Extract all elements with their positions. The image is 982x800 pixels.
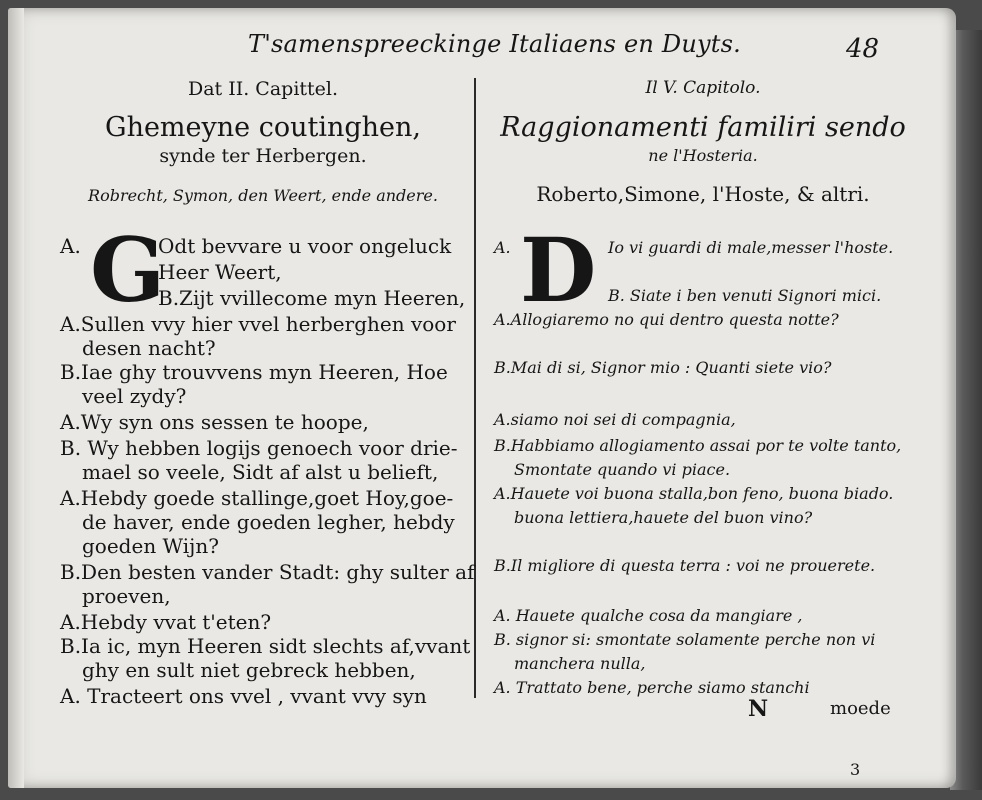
text-line: A.: [60, 234, 81, 258]
text-line: A.Allogiaremo no qui dentro questa notte?: [494, 310, 839, 329]
column-rule: [474, 78, 476, 698]
section-title-dutch: Ghemeyne coutinghen,: [105, 112, 421, 143]
text-line: goeden Wijn?: [82, 534, 219, 558]
text-line: Odt bevvare u voor ongeluck: [158, 234, 452, 258]
chapter-heading-dutch: Dat II. Capittel.: [187, 78, 339, 100]
text-line: A.Sullen vvy hier vvel herberghen voor: [60, 312, 456, 336]
text-line: Smontate quando vi piace.: [514, 460, 731, 479]
text-line: proeven,: [82, 584, 171, 608]
text-line: B. signor si: smontate solamente perche non vi: [494, 630, 876, 649]
text-line: A.Hebdy goede stallinge,goet Hoy,goe-: [60, 486, 454, 510]
text-line: A.siamo noi sei di compagnia,: [494, 410, 736, 429]
text-line: desen nacht?: [82, 336, 216, 360]
chapter-heading-italian: Il V. Capitolo.: [645, 78, 761, 98]
running-head: T'samenspreeckinge Italiaens en Duyts.: [248, 30, 741, 58]
text-line: veel zydy?: [82, 384, 187, 408]
text-line: A.Hauete voi buona stalla,bon feno, buona biado.: [494, 484, 894, 503]
text-line: A.Hebdy vvat t'eten?: [60, 610, 272, 634]
text-line: B. Siate i ben venuti Signori mici.: [608, 286, 882, 305]
text-line: A.: [494, 238, 511, 257]
text-line: mael so veele, Sidt af alst u belieft,: [82, 460, 439, 484]
dropcap-dutch: G: [90, 218, 166, 322]
footer-mark: 3: [850, 760, 861, 779]
text-line: Heer Weert,: [158, 260, 282, 284]
text-line: A. Tracteert ons vvel , vvant vvy syn: [60, 684, 427, 708]
italian-column: [488, 78, 918, 206]
dropcap-italian: D: [520, 218, 597, 322]
text-line: B. Wy hebben logijs genoech voor drie-: [60, 436, 458, 460]
text-line: ghy en sult niet gebreck hebben,: [82, 658, 416, 682]
text-line: de haver, ende goeden legher, hebdy: [82, 510, 455, 534]
section-title-italian: Raggionamenti familiri sendo: [500, 112, 906, 143]
signature-mark: N: [748, 696, 769, 722]
text-line: A. Hauete qualche cosa da mangiare ,: [494, 606, 803, 625]
text-line: B.Den besten vander Stadt: ghy sulter af: [60, 560, 475, 584]
speakers-italian: Roberto,Simone, l'Hoste, & altri.: [536, 182, 870, 206]
text-line: buona lettiera,hauete del buon vino?: [514, 508, 813, 527]
text-line: B.Zijt vvillecome myn Heeren,: [158, 286, 466, 310]
text-line: B.Mai di si, Signor mio : Quanti siete vio?: [494, 358, 832, 377]
speakers-dutch: Robrecht, Symon, den Weert, ende andere.: [88, 186, 438, 205]
text-line: A. Trattato bene, perche siamo stanchi: [494, 678, 810, 697]
dutch-column: [58, 78, 468, 205]
section-subtitle-dutch: synde ter Herbergen.: [159, 145, 367, 167]
text-line: manchera nulla,: [514, 654, 646, 673]
text-line: B.Habbiamo allogiamento assai por te volte tanto,: [494, 436, 902, 455]
gutter-shadow: [8, 8, 24, 788]
catchword: moede: [830, 698, 891, 719]
text-line: Io vi guardi di male,messer l'hoste.: [608, 238, 894, 257]
text-line: B.Iae ghy trouvvens myn Heeren, Hoe: [60, 360, 448, 384]
section-subtitle-italian: ne l'Hosteria.: [648, 146, 758, 165]
text-line: B.Ia ic, myn Heeren sidt slechts af,vvant: [60, 634, 471, 658]
page-number: 48: [846, 34, 880, 64]
text-line: A.Wy syn ons sessen te hoope,: [60, 410, 369, 434]
text-line: B.Il migliore di questa terra : voi ne prouerete.: [494, 556, 876, 575]
book-page: [8, 8, 956, 788]
